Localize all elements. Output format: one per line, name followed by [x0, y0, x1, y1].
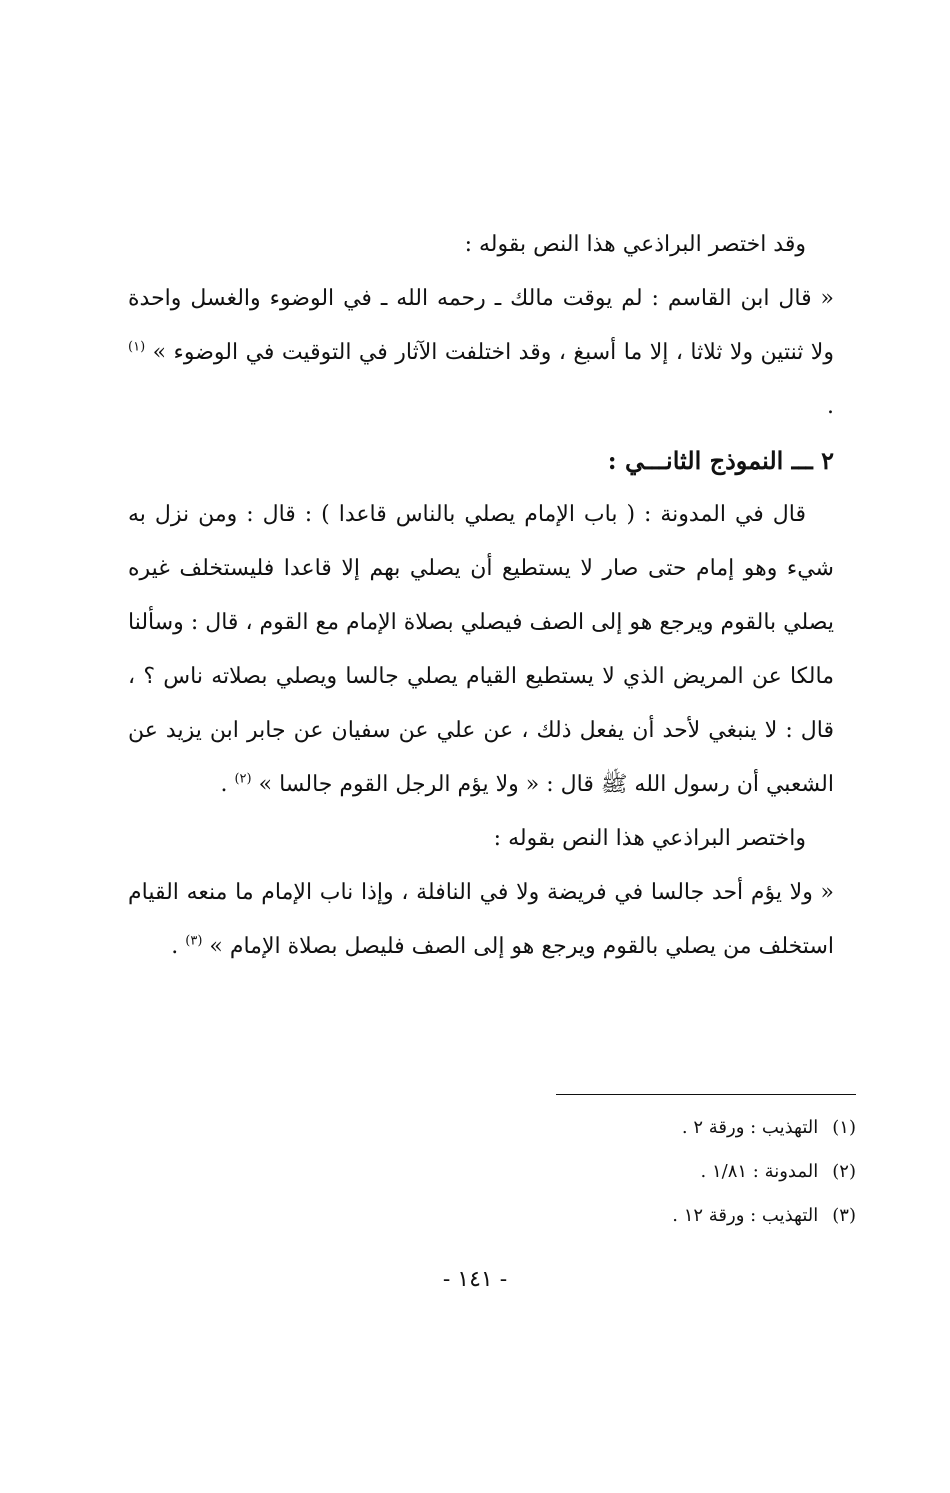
quote-1-text: « قال ابن القاسم : لم يوقت مالك ـ رحمه الله ـ في الوضوء والغسل واحدة ولا ثنتين ولا ثلاثا ، إلا ما أسبغ ، وقد اختلفت الآثار في التوقيت في الوضوء » [128, 286, 834, 365]
quote-1 [128, 272, 834, 434]
page-number: - ١٤١ - [442, 1267, 508, 1292]
paragraph-intro-2-text: واختصر البراذعي هذا النص بقوله : [493, 826, 806, 851]
footnote-ref-2: (٢) [234, 771, 252, 787]
paragraph-mudawwana-text: قال في المدونة : ( باب الإمام يصلي بالناس قاعدا ) : قال : ومن نزل به شيء وهو إمام حتى صار لا يستطيع أن يصلي بهم إلا قاعدا فليستخلف غيره يصلي بالقوم ويرجع هو إلى الصف فيصلي بصلاة الإمام مع القوم ، قال : وسألنا مالكا عن المريض الذي لا يستطيع القيام يصلي جالسا ويصلي بصلاته ناس ؟ ، قال : لا ينبغي لأحد أن يفعل ذلك ، عن علي عن سفيان عن جابر ابن يزيد عن الشعبي أن رسول الله ﷺ قال : « ولا يؤم الرجل القوم جالسا » [128, 502, 834, 797]
footnote-text: التهذيب : ورقة ٢ . [681, 1117, 819, 1138]
quote-2-end: . [171, 934, 179, 959]
footnote-ref-1: (١) [128, 339, 146, 355]
footnote-item [400, 1194, 856, 1238]
paragraph-mudawwana [128, 488, 834, 812]
footnote-item [400, 1106, 856, 1150]
footnote-item [400, 1150, 856, 1194]
main-text [128, 218, 834, 974]
section-heading [128, 434, 834, 488]
footnote-divider [556, 1094, 856, 1095]
footnote-ref-3: (٣) [185, 933, 203, 949]
section-heading-text: ٢ ـــ النموذج الثانـــي : [607, 446, 834, 475]
paragraph-intro-2 [128, 812, 834, 866]
quote-2-text: « ولا يؤم أحد جالسا في فريضة ولا في النافلة ، وإذا ناب الإمام ما منعه القيام استخلف من يصلي بالقوم ويرجع هو إلى الصف فليصل بصلاة الإمام » [128, 880, 834, 959]
footnote-text: المدونة : ١/٨١ . [700, 1161, 819, 1182]
quote-1-end: . [827, 394, 834, 419]
paragraph-intro-1 [128, 218, 834, 272]
paragraph-mudawwana-end: . [220, 772, 228, 797]
footnotes [400, 1106, 856, 1238]
footnote-text: التهذيب : ورقة ١٢ . [672, 1205, 819, 1226]
paragraph-intro-1-text: وقد اختصر البراذعي هذا النص بقوله : [464, 232, 806, 257]
footnote-number: (١) [832, 1117, 856, 1138]
footnote-number: (٣) [832, 1205, 856, 1226]
quote-2 [128, 866, 834, 974]
footnote-number: (٢) [832, 1161, 856, 1182]
